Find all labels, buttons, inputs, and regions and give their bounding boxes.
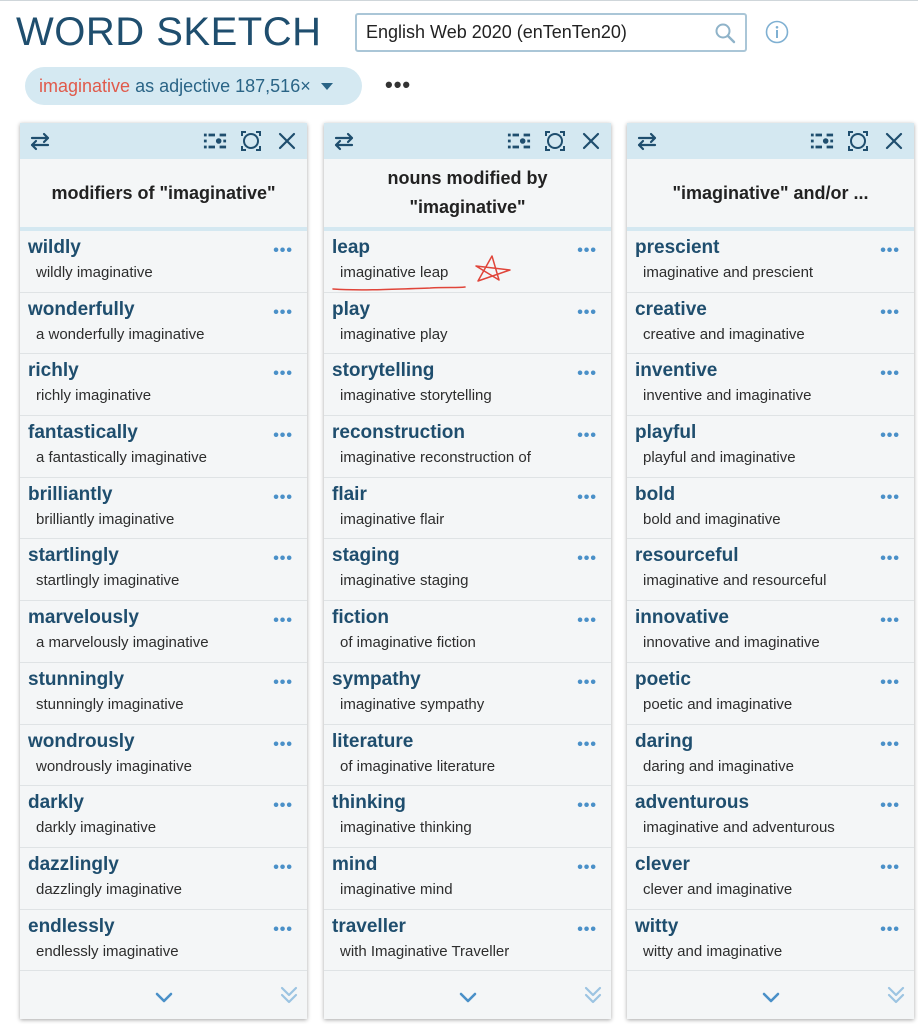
double-chevron-down-icon[interactable] [581, 983, 605, 1007]
collocate-word[interactable]: startlingly [28, 545, 119, 567]
collocate-example: with Imaginative Traveller [340, 942, 510, 960]
double-chevron-down-icon[interactable] [884, 983, 908, 1007]
collocate-word[interactable]: playful [635, 422, 697, 444]
collocate-example: wondrously imaginative [36, 757, 192, 775]
row-more-button[interactable]: ••• [880, 365, 900, 383]
focus-icon[interactable] [543, 129, 567, 153]
collocate-example: startlingly imaginative [36, 572, 180, 590]
row-more-button[interactable]: ••• [880, 303, 900, 321]
collocate-word[interactable]: literature [332, 730, 414, 752]
view-options-icon[interactable] [810, 129, 834, 153]
collocation-row[interactable] [324, 539, 611, 601]
collocation-row[interactable] [20, 293, 307, 355]
collocation-row[interactable] [20, 786, 307, 848]
view-options-icon[interactable] [507, 129, 531, 153]
collocate-word[interactable]: creative [635, 298, 707, 320]
collocation-row[interactable] [20, 416, 307, 478]
collocation-row[interactable] [324, 725, 611, 787]
collocate-example: darkly imaginative [36, 819, 157, 837]
collocate-word[interactable]: resourceful [635, 545, 739, 567]
row-more-button[interactable]: ••• [577, 797, 597, 815]
collocate-word[interactable]: reconstruction [332, 422, 466, 444]
collocation-row[interactable] [20, 231, 307, 293]
collocate-word[interactable]: poetic [635, 668, 691, 690]
collocate-example: imaginative storytelling [340, 387, 492, 405]
row-more-button[interactable]: ••• [273, 550, 293, 568]
row-more-button[interactable]: ••• [577, 303, 597, 321]
collocation-row[interactable] [20, 910, 307, 972]
collocate-example: playful and imaginative [643, 449, 796, 467]
caret-down-icon[interactable] [321, 83, 333, 90]
collocate-example: imaginative play [340, 325, 448, 343]
collocate-word[interactable]: endlessly [28, 915, 115, 937]
panel-footer [627, 975, 914, 1019]
panel-heading: "imaginative" and/or ... [627, 159, 914, 231]
collocate-example: imaginative sympathy [340, 695, 485, 713]
row-more-button[interactable]: ••• [880, 550, 900, 568]
collocation-row[interactable] [20, 539, 307, 601]
collocate-example: a marvelously imaginative [36, 634, 209, 652]
collocate-example: inventive and imaginative [643, 387, 812, 405]
focus-icon[interactable] [239, 129, 263, 153]
collocate-word[interactable]: thinking [332, 792, 406, 814]
collocate-word[interactable]: darkly [28, 792, 84, 814]
collocation-row[interactable] [324, 848, 611, 910]
collocate-example: stunningly imaginative [36, 695, 184, 713]
collocation-list [627, 231, 914, 971]
row-more-button[interactable]: ••• [880, 242, 900, 259]
collocate-word[interactable]: prescient [635, 237, 720, 258]
collocate-word[interactable]: storytelling [332, 360, 435, 382]
collocate-example: imaginative reconstruction of [340, 449, 531, 467]
collocate-example: a fantastically imaginative [36, 449, 207, 467]
collocation-row[interactable] [627, 848, 914, 910]
corpus-name[interactable]: English Web 2020 (enTenTen20) [366, 22, 627, 42]
collocation-row[interactable] [324, 416, 611, 478]
row-more-button[interactable]: ••• [577, 858, 597, 876]
collocation-row[interactable] [324, 293, 611, 355]
collocate-word[interactable]: innovative [635, 607, 729, 629]
row-more-button[interactable]: ••• [577, 488, 597, 506]
collocate-example: bold and imaginative [643, 510, 781, 528]
close-icon[interactable] [579, 129, 603, 153]
collocate-word[interactable]: wonderfully [28, 298, 135, 320]
row-more-button[interactable]: ••• [880, 673, 900, 691]
row-more-button[interactable]: ••• [273, 303, 293, 321]
collocate-word[interactable]: witty [635, 915, 679, 937]
row-more-button[interactable]: ••• [273, 735, 293, 753]
panel-heading: nouns modified by "imaginative" [324, 159, 611, 231]
collocate-example: imaginative staging [340, 572, 469, 590]
panel-footer [324, 975, 611, 1019]
collocate-example: creative and imaginative [643, 325, 805, 343]
collocate-example: daring and imaginative [643, 757, 794, 775]
collocate-word[interactable]: adventurous [635, 792, 750, 814]
collocate-example: endlessly imaginative [36, 942, 179, 960]
row-more-button[interactable]: ••• [273, 858, 293, 876]
info-icon[interactable] [765, 20, 789, 44]
collocate-example: richly imaginative [36, 387, 152, 405]
collocate-example: imaginative and adventurous [643, 819, 835, 837]
collocation-list [324, 231, 611, 971]
collocate-word[interactable]: flair [332, 483, 367, 505]
collocate-example: imaginative and resourceful [643, 572, 827, 590]
row-more-button[interactable]: ••• [273, 365, 293, 383]
collocate-word[interactable]: wildly [28, 237, 81, 258]
collocate-word[interactable]: fiction [332, 607, 389, 629]
corpus-selector[interactable] [355, 13, 747, 52]
row-more-button[interactable]: ••• [273, 673, 293, 691]
collocation-row[interactable] [324, 354, 611, 416]
collocate-example: brilliantly imaginative [36, 510, 175, 528]
swap-icon[interactable] [635, 129, 659, 153]
chevron-down-icon[interactable] [152, 985, 176, 1009]
collocate-word[interactable]: dazzlingly [28, 853, 119, 875]
row-more-button[interactable]: ••• [880, 488, 900, 506]
row-more-button[interactable]: ••• [880, 612, 900, 630]
row-more-button[interactable]: ••• [880, 735, 900, 753]
row-more-button[interactable]: ••• [273, 920, 293, 938]
close-icon[interactable] [275, 129, 299, 153]
panel-toolbar [324, 123, 611, 159]
chevron-down-icon[interactable] [759, 985, 783, 1009]
collocation-row[interactable] [324, 231, 611, 293]
collocation-row[interactable] [627, 231, 914, 293]
collocation-row[interactable] [20, 663, 307, 725]
collocate-example: a wonderfully imaginative [36, 325, 205, 343]
collocation-row[interactable] [627, 663, 914, 725]
row-more-button[interactable]: ••• [577, 735, 597, 753]
collocate-word[interactable]: fantastically [28, 422, 138, 444]
query-frequency: 187,516× [235, 75, 311, 96]
collocate-word[interactable]: play [332, 298, 371, 320]
row-more-button[interactable]: ••• [273, 797, 293, 815]
query-pos: as adjective [135, 75, 231, 96]
collocate-example: of imaginative fiction [340, 634, 476, 652]
collocation-row[interactable] [20, 848, 307, 910]
collocation-row[interactable] [20, 725, 307, 787]
row-more-button[interactable]: ••• [577, 427, 597, 445]
collocation-row[interactable] [324, 601, 611, 663]
row-more-button[interactable]: ••• [273, 427, 293, 445]
collocate-word[interactable]: staging [332, 545, 400, 567]
collocate-example: imaginative leap [340, 264, 449, 281]
row-more-button[interactable]: ••• [577, 673, 597, 691]
row-more-button[interactable]: ••• [577, 365, 597, 383]
chevron-down-icon[interactable] [456, 985, 480, 1009]
collocate-example: witty and imaginative [643, 942, 783, 960]
view-options-icon[interactable] [203, 129, 227, 153]
collocate-word[interactable]: wondrously [28, 730, 135, 752]
row-more-button[interactable]: ••• [880, 427, 900, 445]
collocate-example: innovative and imaginative [643, 634, 820, 652]
collocation-row[interactable] [627, 478, 914, 540]
collocation-row[interactable] [627, 786, 914, 848]
collocate-word[interactable]: traveller [332, 915, 406, 937]
collocation-row[interactable] [20, 601, 307, 663]
focus-icon[interactable] [846, 129, 870, 153]
close-icon[interactable] [882, 129, 906, 153]
collocation-row[interactable] [627, 293, 914, 355]
collocation-row[interactable] [627, 601, 914, 663]
panel-toolbar [20, 123, 307, 159]
word-sketch-panel [324, 123, 611, 1019]
row-more-button[interactable]: ••• [880, 858, 900, 876]
row-more-button[interactable]: ••• [273, 488, 293, 506]
collocation-row[interactable] [627, 539, 914, 601]
collocate-word[interactable]: marvelously [28, 607, 139, 629]
query-lemma: imaginative [39, 75, 131, 96]
collocation-row[interactable] [20, 354, 307, 416]
collocation-row[interactable] [324, 663, 611, 725]
collocate-example: dazzlingly imaginative [36, 880, 182, 898]
collocate-example: clever and imaginative [643, 880, 793, 898]
collocate-word[interactable]: sympathy [332, 668, 421, 690]
collocate-example: of imaginative literature [340, 757, 496, 775]
panel-heading: modifiers of "imaginative" [20, 159, 307, 231]
collocation-row[interactable] [627, 910, 914, 972]
row-more-button[interactable]: ••• [577, 550, 597, 568]
collocation-row[interactable] [627, 416, 914, 478]
more-options-button[interactable]: ••• [385, 72, 412, 97]
row-more-button[interactable]: ••• [880, 797, 900, 815]
panel-footer [20, 975, 307, 1019]
row-more-button[interactable]: ••• [577, 612, 597, 630]
collocate-word[interactable]: mind [332, 853, 378, 875]
collocate-word[interactable]: leap [332, 237, 371, 258]
collocate-example: imaginative and prescient [643, 264, 814, 281]
collocate-example: poetic and imaginative [643, 695, 793, 713]
search-icon[interactable] [705, 15, 745, 50]
collocation-row[interactable] [20, 478, 307, 540]
collocate-word[interactable]: brilliantly [28, 483, 113, 505]
collocate-example: imaginative flair [340, 510, 445, 528]
collocation-row[interactable] [324, 910, 611, 972]
collocate-example: imaginative thinking [340, 819, 472, 837]
collocate-word[interactable]: bold [635, 483, 676, 505]
row-more-button[interactable]: ••• [273, 242, 293, 259]
double-chevron-down-icon[interactable] [277, 983, 301, 1007]
row-more-button[interactable]: ••• [880, 920, 900, 938]
collocation-row[interactable] [324, 786, 611, 848]
collocate-word[interactable]: richly [28, 360, 79, 382]
page-title: WORD SKETCH [16, 10, 322, 54]
swap-icon[interactable] [332, 129, 356, 153]
word-sketch-panel [20, 123, 307, 1019]
collocation-row[interactable] [627, 725, 914, 787]
collocation-row[interactable] [627, 354, 914, 416]
row-more-button[interactable]: ••• [577, 242, 597, 259]
row-more-button[interactable]: ••• [577, 920, 597, 938]
collocate-example: imaginative mind [340, 880, 453, 898]
collocate-word[interactable]: stunningly [28, 668, 125, 690]
collocation-row[interactable] [324, 478, 611, 540]
collocate-word[interactable]: inventive [635, 360, 718, 382]
query-selector[interactable] [25, 67, 362, 105]
collocate-word[interactable]: clever [635, 853, 690, 875]
top-border [0, 0, 918, 1]
collocate-example: wildly imaginative [36, 264, 153, 281]
panel-toolbar [627, 123, 914, 159]
word-sketch-panel [627, 123, 914, 1019]
swap-icon[interactable] [28, 129, 52, 153]
collocate-word[interactable]: daring [635, 730, 694, 752]
row-more-button[interactable]: ••• [273, 612, 293, 630]
collocation-list [20, 231, 307, 971]
